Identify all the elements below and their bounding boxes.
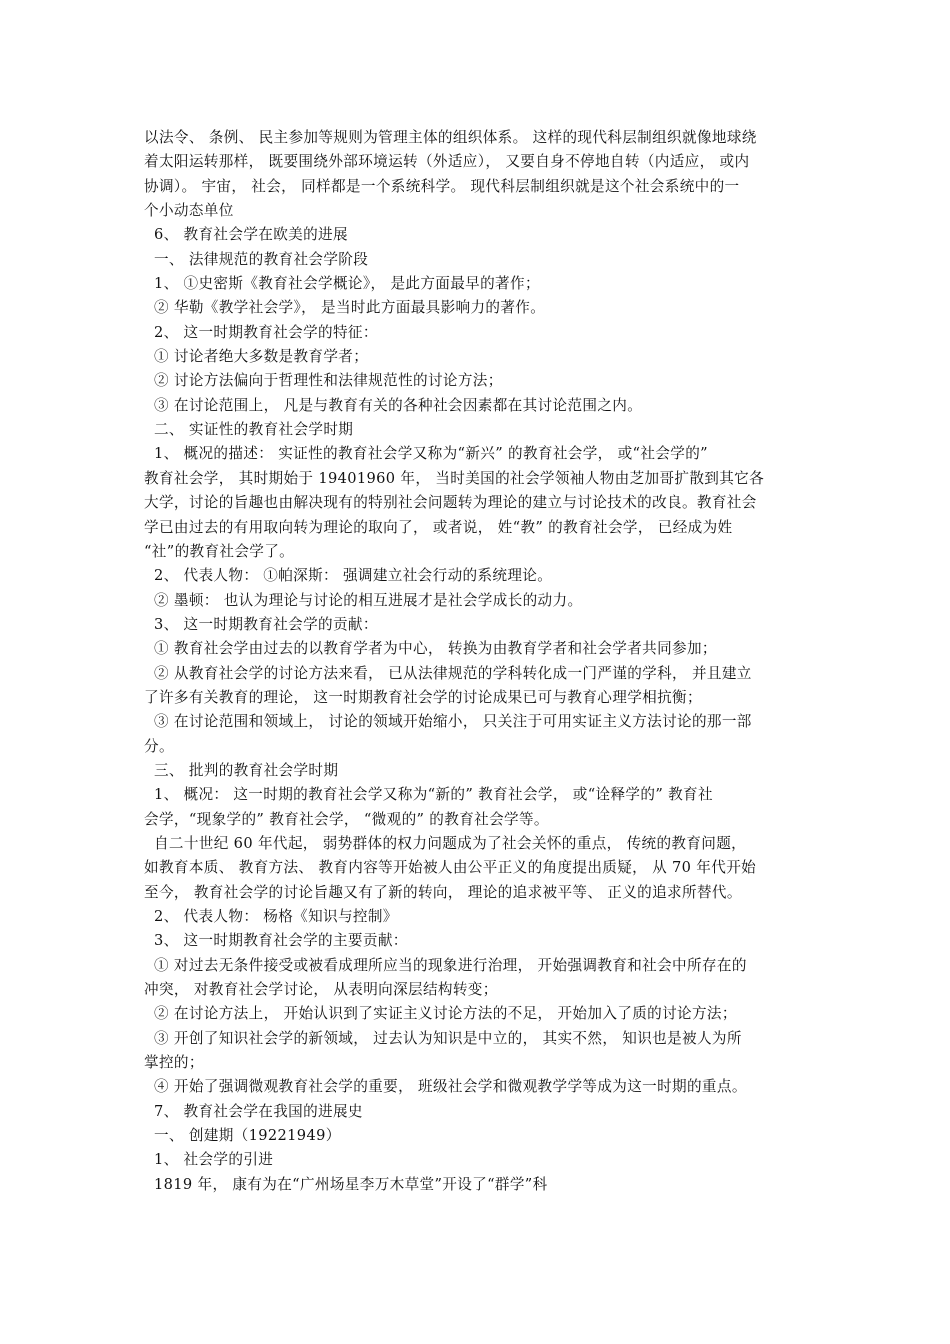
text-line: ③ 在讨论范围上， 凡是与教育有关的各种社会因素都在其讨论范围之内。 [144,396,643,414]
text-line: 协调）。 宇宙， 社会， 同样都是一个系统科学。 现代科层制组织就是这个社会系统中的一 [144,177,740,195]
text-line: ② 讨论方法偏向于哲理性和法律规范性的讨论方法； [144,372,503,390]
text-line: 三、 批判的教育社会学时期 [144,761,339,779]
text-line: ① 讨论者绝大多数是教育学者； [144,348,369,366]
text-line: 3、 这一时期教育社会学的贡献： [144,615,378,633]
text-line: 1、 ①史密斯《教育社会学概论》， 是此方面最早的著作； [144,275,540,293]
text-line: ④ 开始了强调微观教育社会学的重要， 班级社会学和微观教学学等成为这一时期的重点。 [144,1078,747,1096]
text-line: ① 对过去无条件接受或被看成理所应当的现象进行治理， 开始强调教育和社会中所存在的 [144,956,747,974]
text-line: 2、 代表人物： 杨格《知识与控制》 [144,908,398,925]
text-line: 大学，讨论的旨趣也由解决现有的特别社会问题转为理论的建立与讨论技术的改良。教育社会 [144,494,757,512]
text-line: “社”的教育社会学了。 [144,542,295,560]
document-body [144,126,812,1197]
text-line: ② 从教育社会学的讨论方法来看， 已从法律规范的学科转化成一门严谨的学科， 并且建立 [144,664,752,682]
text-line: 一、 法律规范的教育社会学阶段 [144,250,369,268]
text-line: ③ 在讨论范围和领域上， 讨论的领域开始缩小， 只关注于可用实证主义方法讨论的那一部 [144,713,752,731]
text-line: 2、 代表人物： ①帕深斯： 强调建立社会行动的系统理论。 [144,567,553,585]
text-line: ③ 开创了知识社会学的新领域， 过去认为知识是中立的， 其实不然， 知识也是被人为所 [144,1029,742,1047]
text-line: ② 在讨论方法上， 开始认识到了实证主义讨论方法的不足， 开始加入了质的讨论方法； [144,1005,737,1023]
text-line: 2、 这一时期教育社会学的特征： [144,323,378,341]
text-line: ② 华勒《教学社会学》， 是当时此方面最具影响力的著作。 [144,299,546,317]
text-line: ① 教育社会学由过去的以教育学者为中心， 转换为由教育学者和社会学者共同参加； [144,640,717,658]
text-line: 如教育本质、 教育方法、 教育内容等开始被人由公平正义的角度提出质疑， 从 70 年代开始 [144,859,757,877]
text-line: 着太阳运转那样， 既要围绕外部环境运转（外适应）， 又要自身不停地自转（内适应， 或内 [144,153,750,171]
text-line: 会学，“现象学的” 教育社会学， “微观的” 的教育社会学等。 [144,810,549,828]
text-line: 1819 年， 康有为在“广州场星李万木草堂”开设了“群学”科 [144,1175,548,1193]
text-line: 至今， 教育社会学的讨论旨趣又有了新的转向， 理论的追求被平等、 正义的追求所替代。 [144,883,742,901]
text-line: ② 墨顿： 也认为理论与讨论的相互进展才是社会学成长的动力。 [144,591,583,609]
text-line: 了许多有关教育的理论， 这一时期教育社会学的讨论成果已可与教育心理学相抗衡； [144,688,702,706]
text-line: 7、 教育社会学在我国的进展史 [144,1102,363,1120]
text-line: 冲突， 对教育社会学讨论， 从表明向深层结构转变； [144,981,498,999]
text-line: 学已由过去的有用取向转为理论的取向了， 或者说， 姓“教” 的教育社会学， 已经成为姓 [144,518,733,536]
text-line: 教育社会学， 其时期始于 19401960 年， 当时美国的社会学领袖人物由芝加哥扩散到其它各 [144,469,765,487]
text-line: 6、 教育社会学在欧美的进展 [144,226,348,244]
text-line: 分。 [144,737,174,755]
text-line: 1、 社会学的引进 [144,1151,274,1169]
text-line: 掌控的； [144,1054,204,1072]
text-line: 3、 这一时期教育社会学的主要贡献： [144,932,408,950]
text-line: 自二十世纪 60 年代起， 弱势群体的权力问题成为了社会关怀的重点， 传统的教育问题， [144,834,747,852]
text-line: 1、 概况： 这一时期的教育社会学又称为“新的” 教育社会学， 或“诠释学的” 教育社 [144,786,713,804]
text-line: 以法令、 条例、 民主参加等规则为管理主体的组织体系。 这样的现代科层制组织就像地球绕 [144,129,757,146]
text-line: 个小动态单位 [144,202,234,220]
text-line: 二、 实证性的教育社会学时期 [144,421,354,439]
text-line: 一、 创建期（19221949） [144,1127,341,1145]
text-line: 1、 概况的描述： 实证性的教育社会学又称为“新兴” 的教育社会学， 或“社会学的” [144,445,708,463]
